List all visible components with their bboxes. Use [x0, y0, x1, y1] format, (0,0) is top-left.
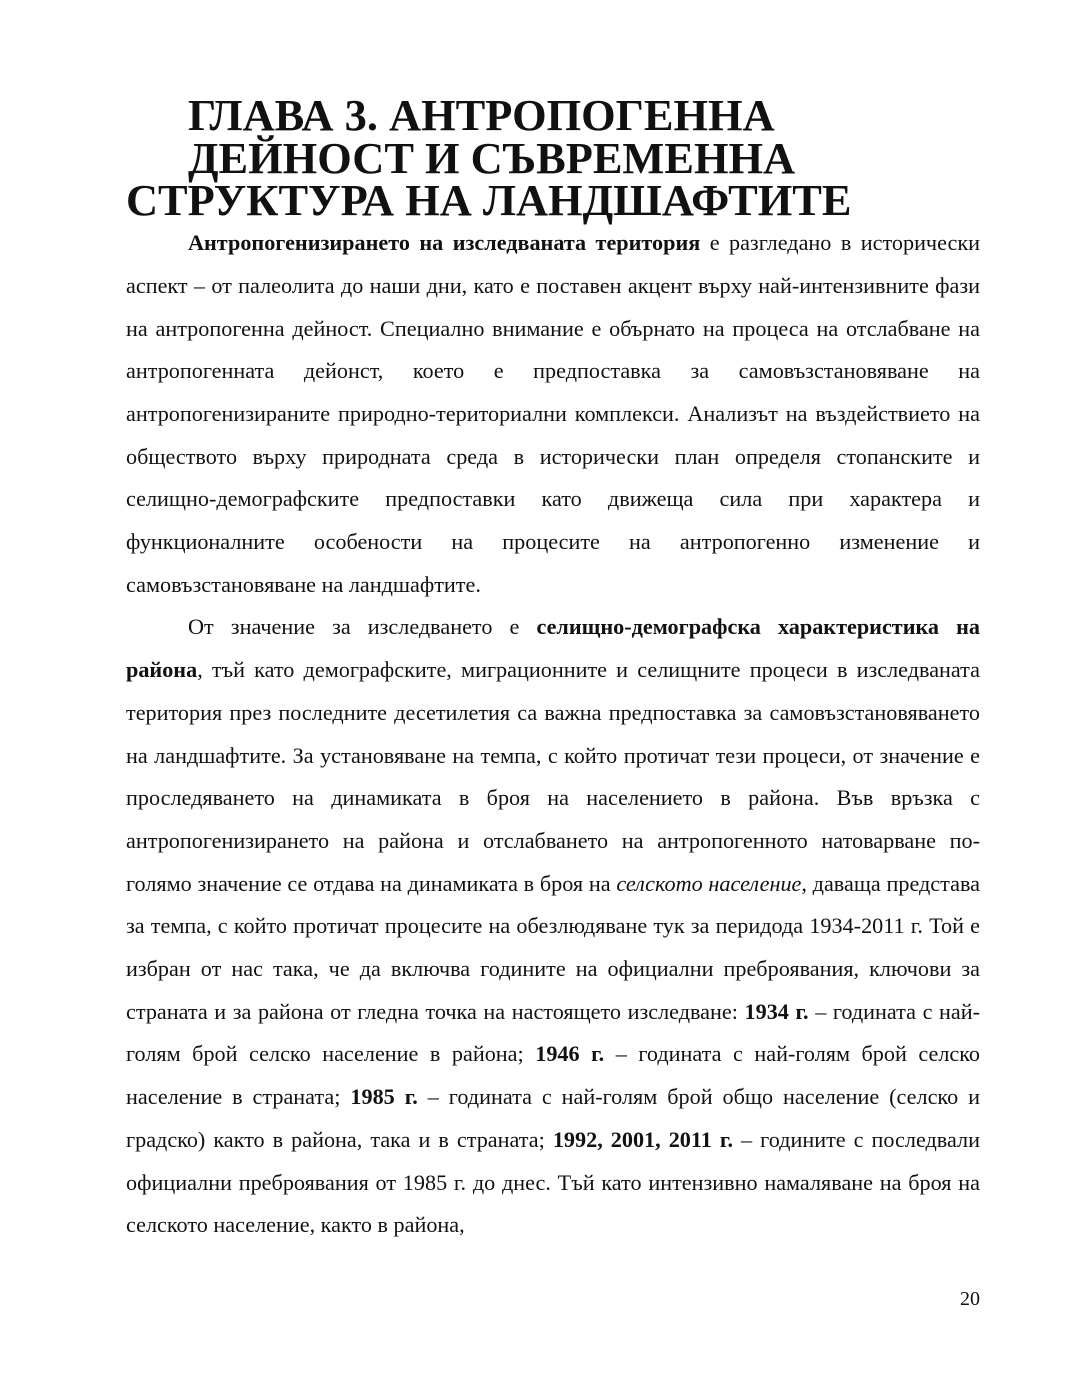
paragraph-1-bold-lead: Антропогенизирането на изследваната територия	[188, 230, 701, 256]
chapter-heading	[126, 90, 980, 226]
years-1992-2001-2011: 1992, 2001, 2011 г.	[552, 1126, 734, 1152]
chapter-title-line-1: ГЛАВА 3. АНТРОПОГЕННА ДЕЙНОСТ И СЪВРЕМЕННА	[188, 90, 796, 183]
paragraph-2-text-a: От значение за изследването е	[188, 614, 537, 640]
paragraph-2-text-d: – годината с най-голям брой селско население в района;	[126, 998, 981, 1067]
document-page	[126, 90, 981, 1247]
page-number: 20	[960, 1288, 980, 1310]
paragraph-anthropogenization	[126, 222, 980, 606]
chapter-title-line-2: СТРУКТУРА НА ЛАНДШАФТИТЕ	[126, 175, 852, 226]
paragraph-2-text-c: , даваща представа за темпа, с който протичат процесите на обезлюдяване тук за перидода 1934-2011 г. Той е избран от нас така, че да включва годините на официални преброявания, ключови за страната и за района от гледна точка на настоящето изследване:	[126, 870, 981, 1024]
paragraph-demography	[126, 606, 980, 1247]
year-1946: 1946 г.	[535, 1041, 605, 1067]
paragraph-2-bold-a: селищно-демографска характеристика на района	[126, 614, 980, 683]
paragraph-2-italic-a: селското население	[616, 870, 802, 896]
year-1934: 1934 г.	[744, 998, 809, 1024]
paragraph-2-text-b: , тъй като демографските, миграционните и селищните процеси в изследваната територия през последните десетилетия са важна предпоставка за самовъзстановяването на ландшафтите. За установяване на темпа, с който протичат тези процеси, от значение е проследяването на динамиката в броя на населението в района. Във връзка с антропогенизирането на района и отслабването на антропогенното натоварване по-голямо значение се отдава на динамиката в броя на	[126, 657, 980, 896]
paragraph-1-text: е разгледано в исторически аспект – от палеолита до наши дни, като е поставен акцент върху най-интензивните фази на антропогенна дейност. Специално внимание е обърнато на процеса на отслабване на антропогенната дейонст, което е предпоставка за самовъзстановяване на антропогенизираните природно-териториални комплекси. Анализът на въздействието на обществото върху природната среда в исторически план определя стопанските и селищно-демографските предпоставки като движеща сила при характера и функционалните особености на процесите на антропогенно изменение и самовъзстановяване на ландшафтите.	[126, 230, 980, 597]
paragraph-2-text-g: – годините с последвали официални преброявания от 1985 г. до днес. Тъй като интензивно намаляване на броя на селското население, както в района,	[126, 1126, 980, 1238]
paragraph-2-text-e: – годината с най-голям брой селско население в страната;	[126, 1041, 981, 1110]
year-1985: 1985 г.	[350, 1084, 418, 1110]
paragraph-2-text-f: – годината с най-голям брой общо население (селско и градско) както в района, така и в страната;	[126, 1084, 980, 1152]
